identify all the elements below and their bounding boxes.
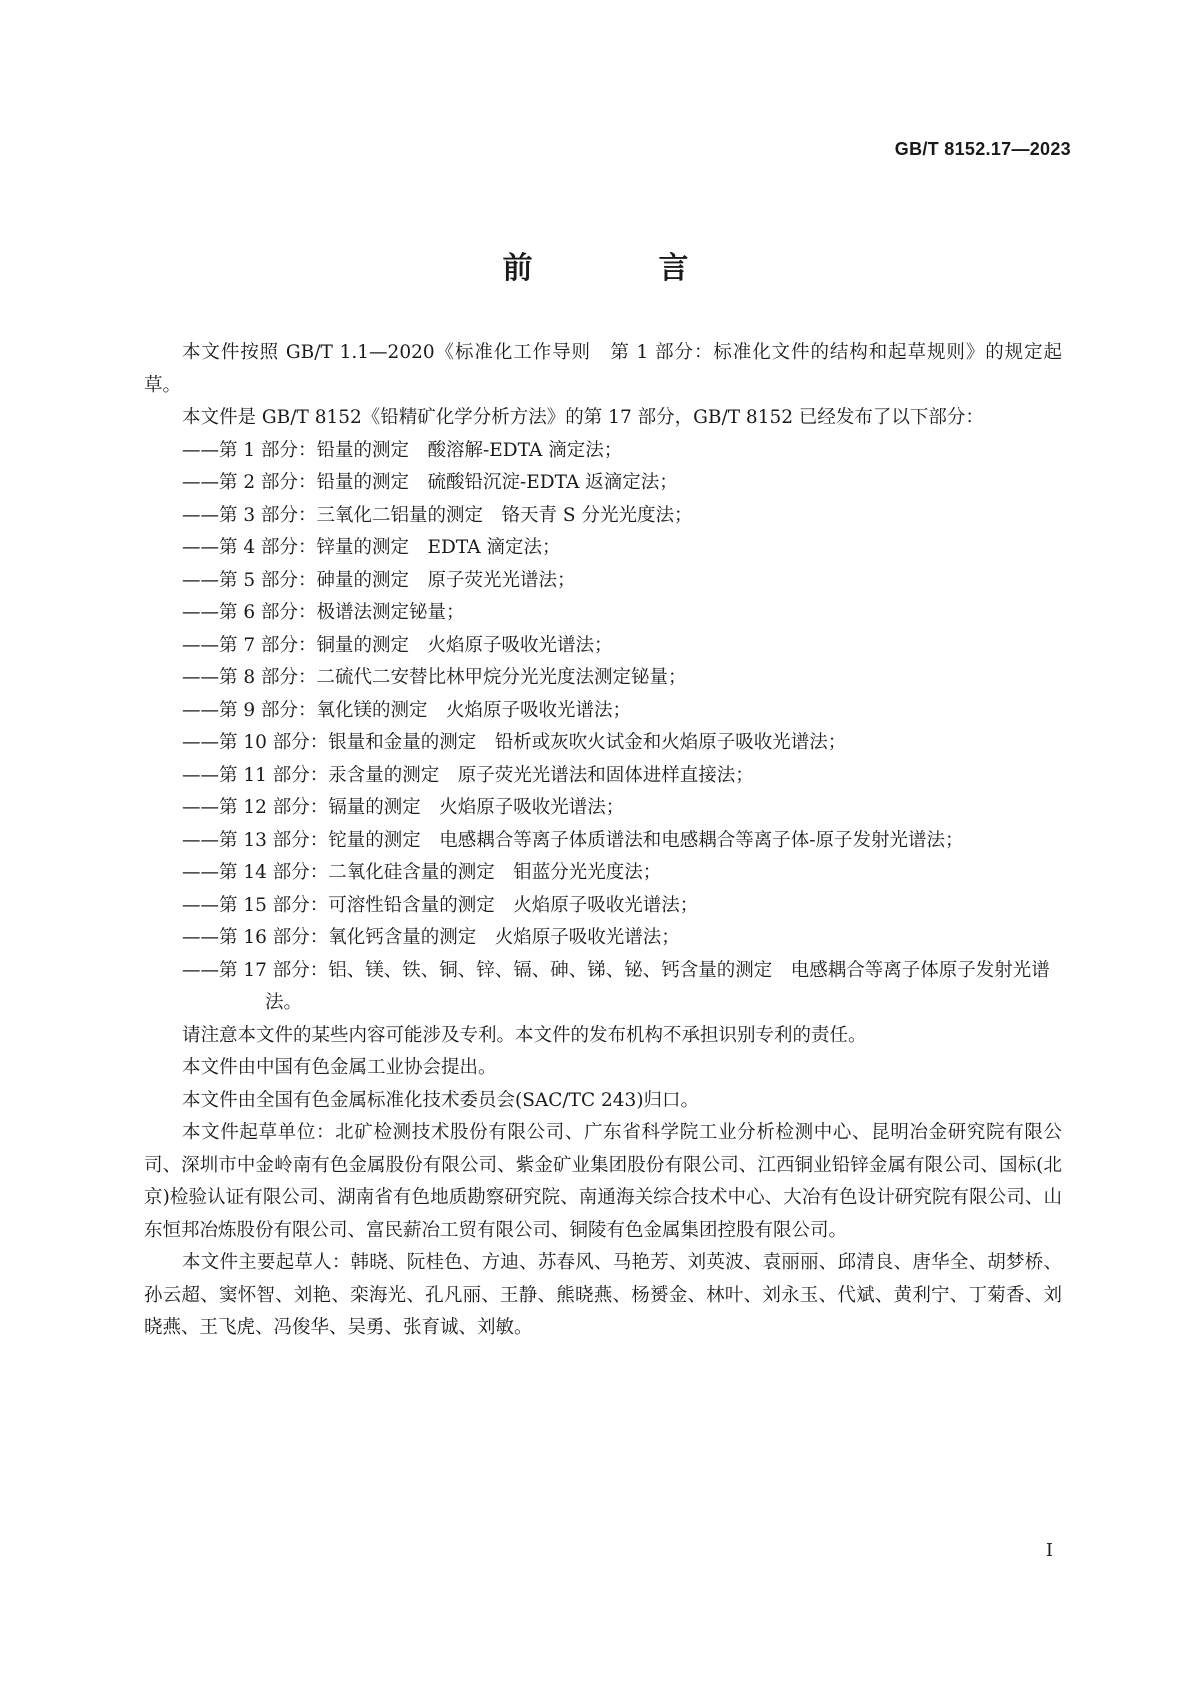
list-item: ——第 6 部分：极谱法测定铋量；: [182, 602, 465, 623]
list-item: ——第 17 部分：铝、镁、铁、铜、锌、镉、砷、锑、铋、钙含量的测定 电感耦合等离子体原子发射光谱法。: [182, 959, 1050, 1013]
page-title: 前 言: [502, 251, 737, 286]
drafting-units-paragraph: 本文件起草单位：北矿检测技术股份有限公司、广东省科学院工业分析检测中心、昆明冶金研究院有限公司、深圳市中金岭南有色金属股份有限公司、紫金矿业集团股份有限公司、江西铜业铅锌金属有限公司、国标(北京)检验认证有限公司、湖南省有色地质勘察研究院、南通海关综合技术中心、大冶有色设计研究院有限公司、山东恒邦冶炼股份有限公司、富民薪冶工贸有限公司、铜陵有色金属集团控股有限公司。: [144, 1122, 1062, 1241]
page-number: I: [1045, 1540, 1053, 1561]
intro-paragraph: 本文件按照 GB/T 1.1—2020《标准化工作导则 第 1 部分：标准化文件的结构和起草规则》的规定起草。: [144, 342, 1062, 396]
list-item: ——第 12 部分：镉量的测定 火焰原子吸收光谱法；: [182, 797, 625, 818]
list-item: ——第 4 部分：锌量的测定 EDTA 滴定法；: [182, 537, 561, 558]
list-item: ——第 10 部分：银量和金量的测定 铅析或灰吹火试金和火焰原子吸收光谱法；: [182, 732, 847, 753]
list-item: ——第 1 部分：铅量的测定 酸溶解-EDTA 滴定法；: [182, 439, 623, 461]
list-item: ——第 11 部分：汞含量的测定 原子荧光光谱法和固体进样直接法；: [182, 764, 754, 786]
patent-notice: 请注意本文件的某些内容可能涉及专利。本文件的发布机构不承担识别专利的责任。: [182, 1024, 867, 1046]
drafters-paragraph: 本文件主要起草人：韩晓、阮桂色、方迪、苏春风、马艳芳、刘英波、袁丽丽、邱清良、唐华全、胡梦桥、孙云超、窦怀智、刘艳、栾海光、孔凡丽、王静、熊晓燕、杨赟金、林叶、刘永玉、代斌、黄利宁、丁菊香、刘晓燕、王飞虎、冯俊华、吴勇、张育诚、刘敏。: [144, 1252, 1062, 1338]
list-item: ——第 7 部分：铜量的测定 火焰原子吸收光谱法；: [182, 634, 613, 656]
list-item: ——第 16 部分：氧化钙含量的测定 火焰原子吸收光谱法；: [182, 927, 680, 948]
list-item: ——第 14 部分：二氧化硅含量的测定 钼蓝分光光度法；: [182, 862, 662, 883]
document-body: [144, 337, 1062, 1345]
proposer-paragraph: 本文件由中国有色金属工业协会提出。: [182, 1057, 497, 1078]
list-item: ——第 2 部分：铅量的测定 硫酸铅沉淀-EDTA 返滴定法；: [182, 472, 678, 493]
list-item: ——第 8 部分：二硫代二安替比林甲烷分光光度法测定铋量；: [182, 667, 687, 688]
list-item: ——第 15 部分：可溶性铅含量的测定 火焰原子吸收光谱法；: [182, 894, 699, 916]
parts-list: [144, 435, 1062, 1020]
committee-paragraph: 本文件由全国有色金属标准化技术委员会(SAC/TC 243)归口。: [182, 1089, 700, 1111]
list-item: ——第 3 部分：三氧化二铝量的测定 铬天青 S 分光光度法；: [182, 504, 693, 526]
list-item: ——第 9 部分：氧化镁的测定 火焰原子吸收光谱法；: [182, 699, 632, 721]
intro-paragraph: 本文件是 GB/T 8152《铅精矿化学分析方法》的第 17 部分，GB/T 8152 已经发布了以下部分：: [182, 407, 984, 428]
list-item: ——第 5 部分：砷量的测定 原子荧光光谱法；: [182, 569, 576, 591]
document-code: GB/T 8152.17—2023: [894, 139, 1071, 159]
list-item: ——第 13 部分：铊量的测定 电感耦合等离子体质谱法和电感耦合等离子体-原子发射光谱法；: [182, 829, 964, 851]
